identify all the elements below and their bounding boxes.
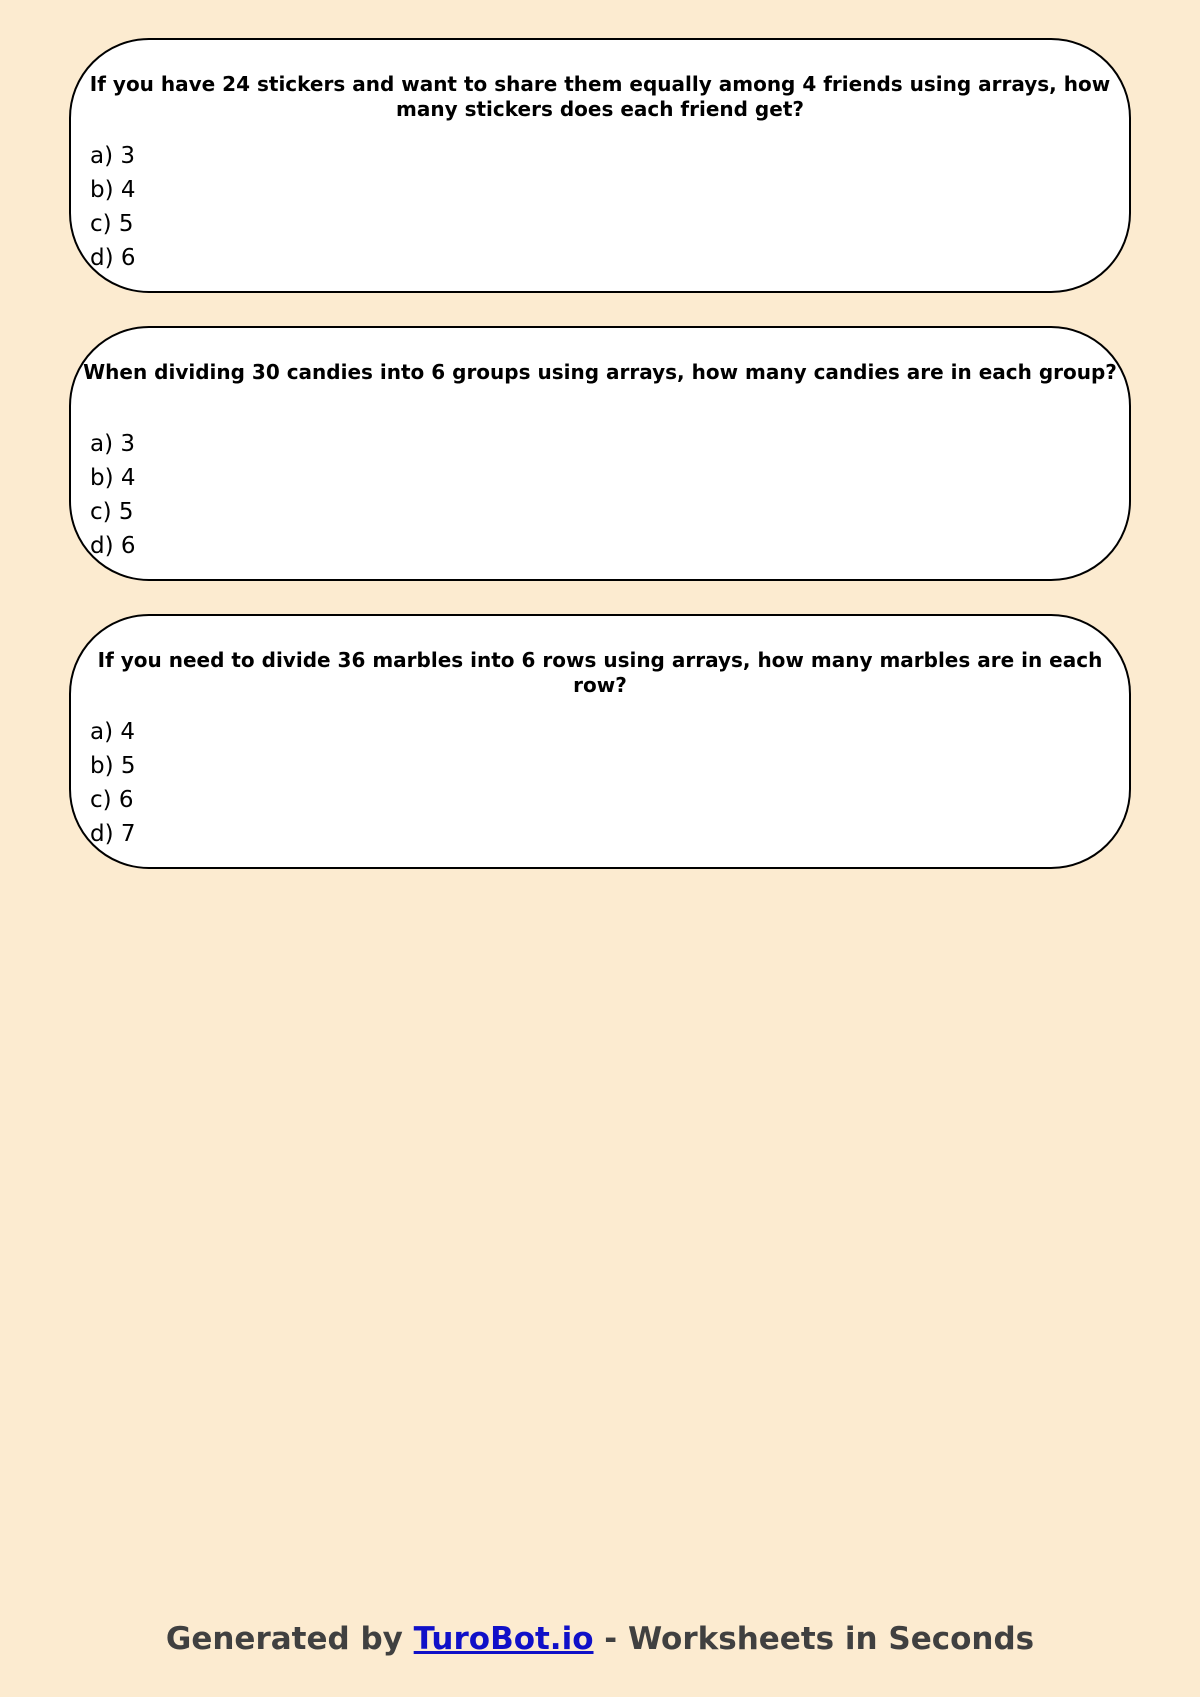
answer-option-a: a) 3 bbox=[90, 143, 136, 169]
answer-option-c: c) 6 bbox=[90, 787, 134, 813]
answer-option-d: d) 6 bbox=[90, 533, 136, 559]
question-card-1 bbox=[69, 38, 1131, 293]
answer-options bbox=[90, 139, 136, 275]
question-text: If you have 24 stickers and want to share them equally among 4 friends using arrays, how many stickers does each friend get? bbox=[89, 72, 1111, 121]
answer-options bbox=[90, 427, 136, 563]
question-card-3 bbox=[69, 614, 1131, 869]
answer-option-d: d) 7 bbox=[90, 821, 136, 847]
answer-option-b: b) 5 bbox=[90, 753, 136, 779]
answer-options bbox=[90, 715, 136, 851]
answer-option-b: b) 4 bbox=[90, 465, 136, 491]
footer-suffix: - Worksheets in Seconds bbox=[593, 1621, 1035, 1657]
question-text: If you need to divide 36 marbles into 6 rows using arrays, how many marbles are in each row? bbox=[97, 648, 1103, 697]
answer-option-b: b) 4 bbox=[90, 177, 136, 203]
answer-option-c: c) 5 bbox=[90, 211, 134, 237]
turobot-link[interactable]: TuroBot.io bbox=[413, 1621, 594, 1657]
footer-prefix: Generated by bbox=[165, 1621, 414, 1657]
answer-option-c: c) 5 bbox=[90, 499, 134, 525]
answer-option-d: d) 6 bbox=[90, 245, 136, 271]
footer bbox=[0, 1619, 1200, 1659]
answer-option-a: a) 4 bbox=[90, 719, 136, 745]
question-text: When dividing 30 candies into 6 groups using arrays, how many candies are in each group? bbox=[83, 360, 1117, 384]
answer-option-a: a) 3 bbox=[90, 431, 136, 457]
question-card-2 bbox=[69, 326, 1131, 581]
